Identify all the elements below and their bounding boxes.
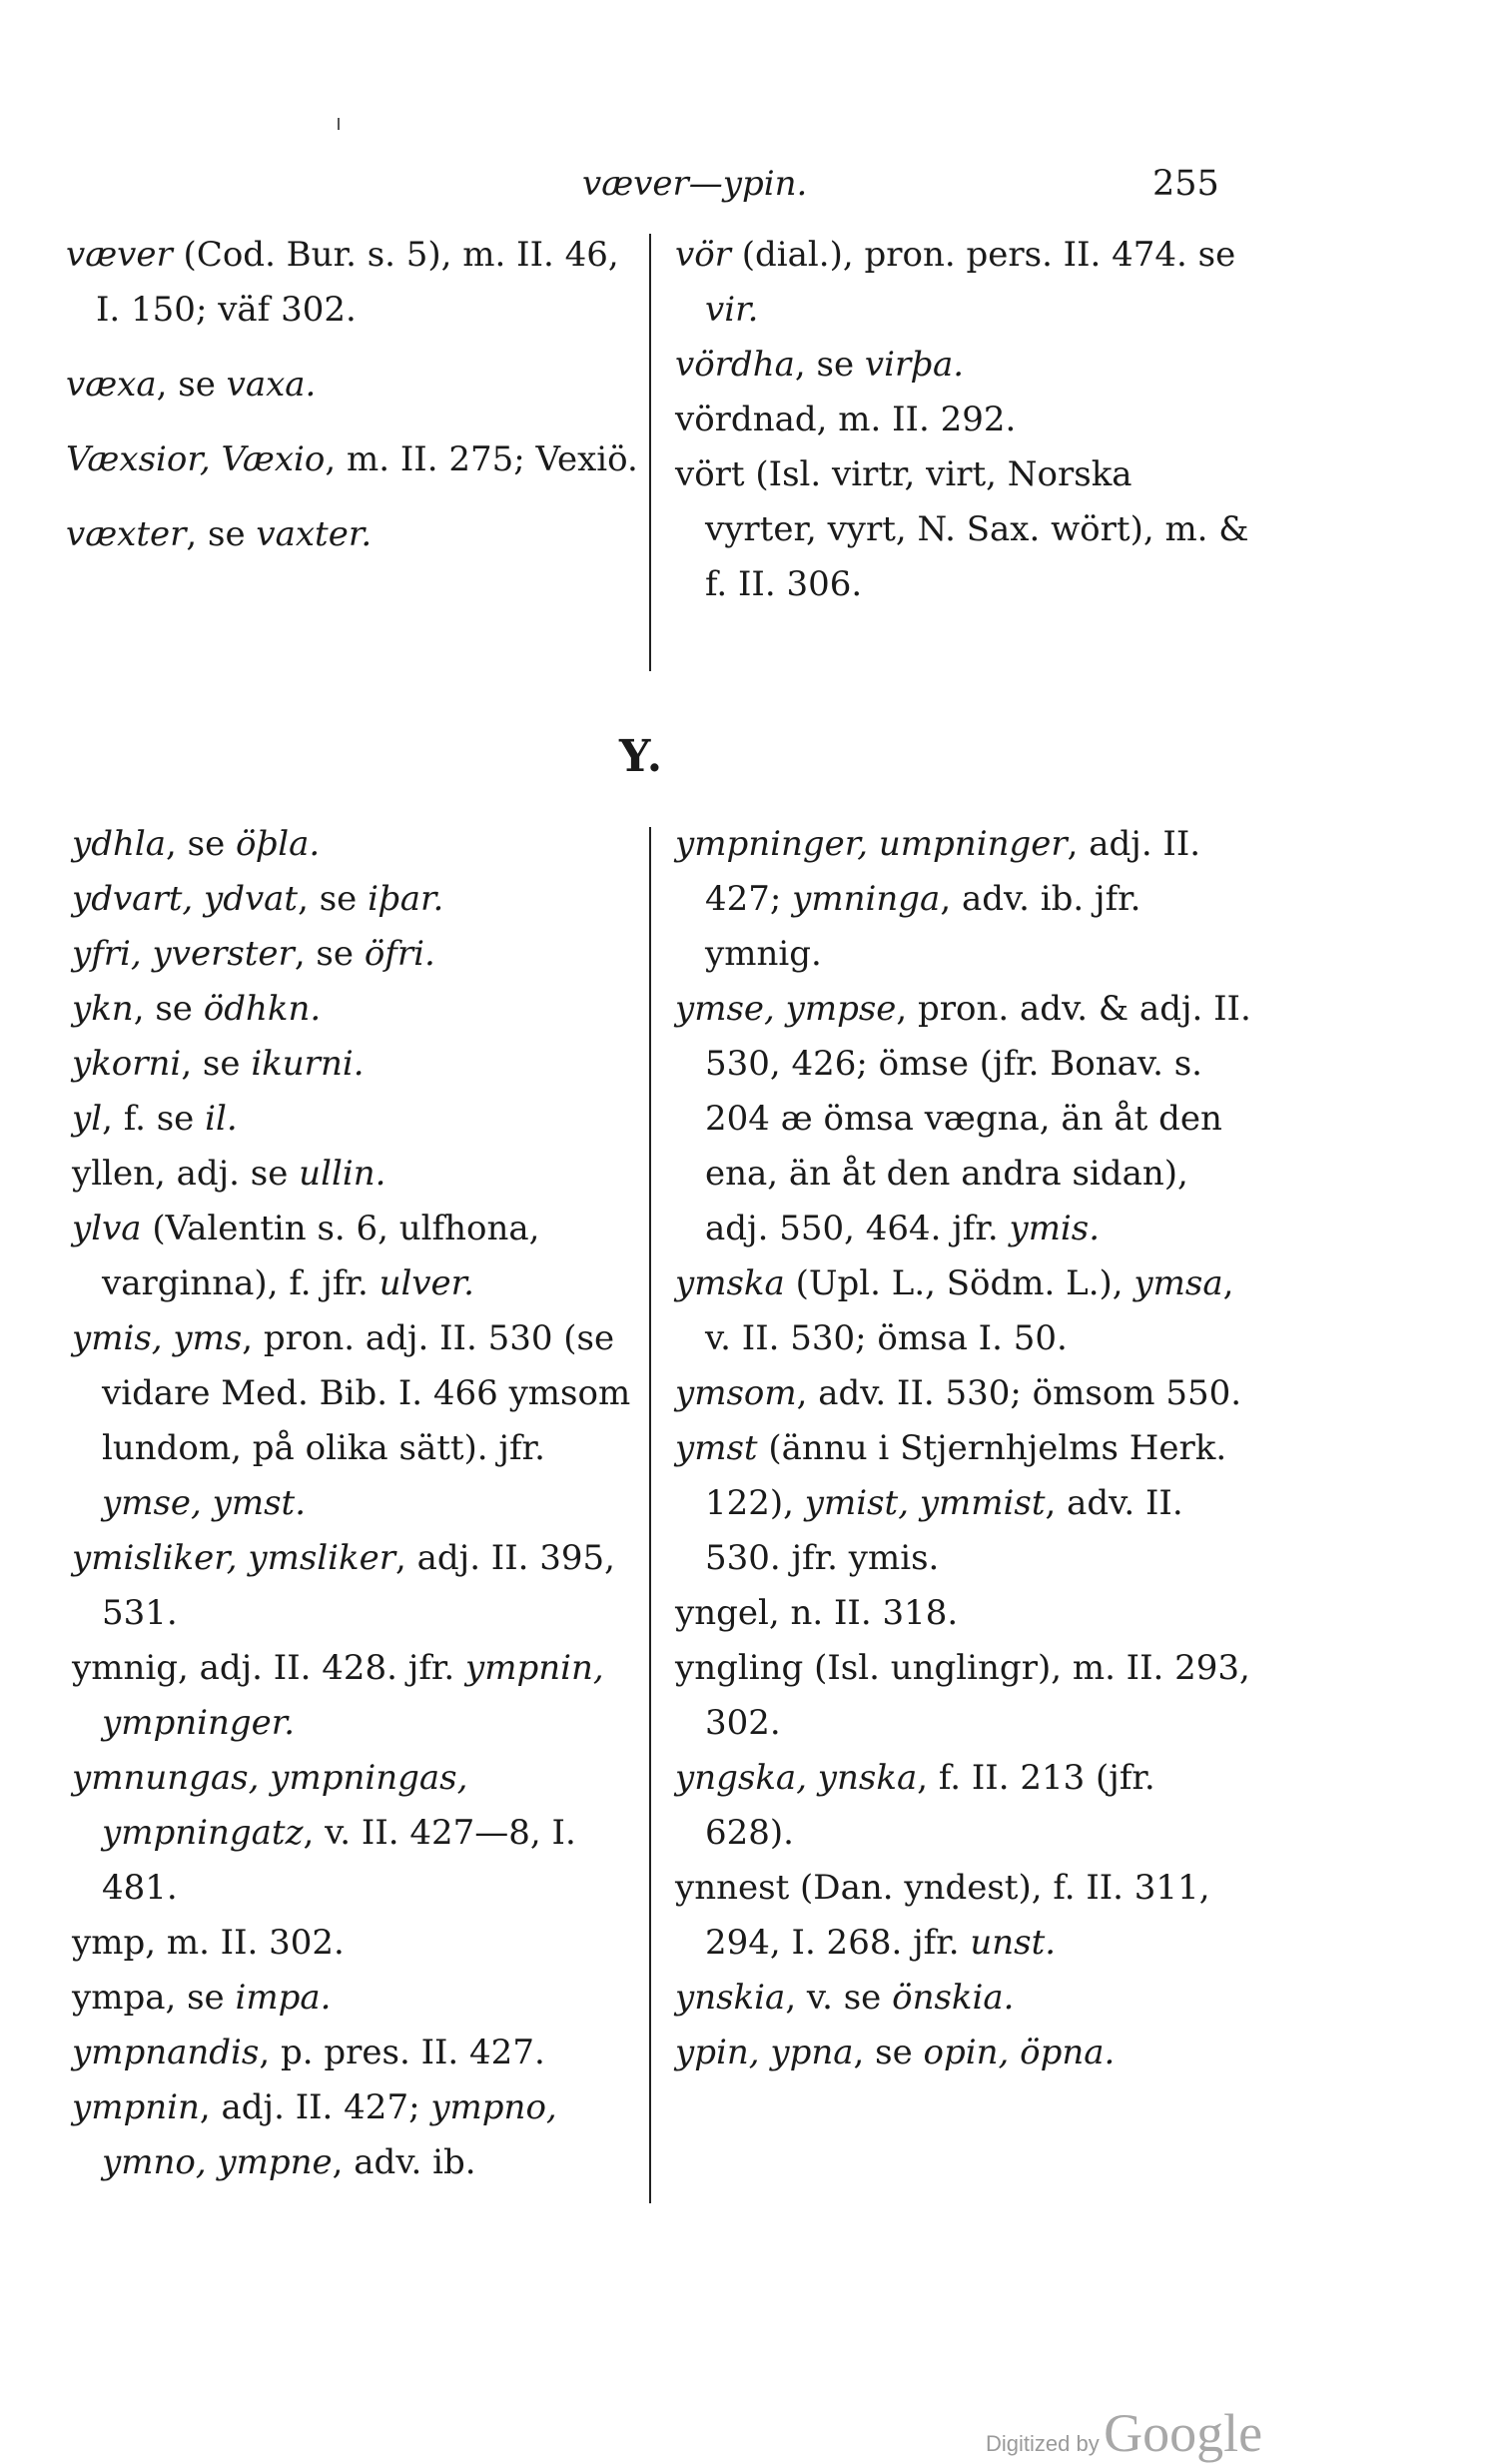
dictionary-entry [72,1311,637,1531]
entry-crossref: impa. [235,1978,332,2018]
dictionary-entry [72,982,637,1037]
page-number: 255 [1152,164,1219,204]
entry-text: , adj. II. 427; [705,824,1201,919]
entry-text: , pron. adv. & adj. II. 530, 426; ömse (jfr. Bonav. s. 204 æ ömsa vægna, än åt den ena, än åt den andra sidan), adj. 550, 464. jfr. [705,989,1251,1248]
entry-text: , adj. II. 395, 531. [102,1538,615,1633]
entry-crossref: öfri. [364,934,435,974]
dictionary-entry [675,1971,1254,2026]
entry-crossref: ullin. [299,1154,386,1194]
entry-text: ymp, m. II. 302. [72,1923,345,1963]
entry-headword: vör [675,235,731,275]
entry-text: , se [156,365,227,405]
entry-headword: ynskia [675,1978,786,2018]
entry-text: , p. pres. II. 427. [259,2033,545,2072]
dictionary-entry [72,1092,637,1147]
entry-text: , v. II. 427—8, I. 481. [102,1813,576,1908]
entry-crossref: unst. [970,1923,1057,1963]
entry-crossref: ymse, ymst. [102,1483,306,1523]
entry-headword: ympnandis [72,2033,260,2072]
dictionary-entry [66,507,641,562]
entry-headword: ymsom [675,1373,797,1413]
entry-crossref: ymninga [792,879,941,919]
entry-text: , se [853,2033,924,2072]
entry-text: yngel, n. II. 318. [675,1593,959,1633]
entry-crossref: önskia. [892,1978,1015,2018]
entry-text: ynnest (Dan. yndest), f. II. 311, 294, I. 268. jfr. [675,1868,1210,1963]
entry-crossref: ympno, ymno, ympne [102,2087,557,2182]
entry-headword: yfri, yverster [72,934,295,974]
entry-crossref: vaxter. [256,514,373,554]
page-header [0,164,1506,214]
entry-text-after: , adv. II. 530. jfr. ymis. [705,1483,1183,1578]
entry-text: ymnig, adj. II. 428. jfr. [72,1648,466,1688]
entry-text-after: , adv. ib. [332,2142,476,2182]
top-left-column [66,228,641,582]
dictionary-entry [675,338,1254,393]
entry-headword: ymst [675,1428,758,1468]
column-rule-main [649,827,651,2203]
dictionary-entry [675,1751,1254,1861]
entry-text: yllen, adj. se [72,1154,300,1194]
dictionary-entry [72,872,637,927]
dictionary-entry [675,1421,1254,1586]
entry-text: , se [166,824,237,864]
entry-text: yngling (Isl. unglingr), m. II. 293, 302. [675,1648,1250,1743]
running-title: væver—ypin. [582,164,808,204]
dictionary-entry [72,1202,637,1311]
entry-text: (Cod. Bur. s. 5), m. II. 46, I. 150; väf 302. [96,235,619,330]
entry-text: , v. se [785,1978,893,2018]
entry-headword: ydhla [72,824,167,864]
entry-text: , se [181,1044,252,1084]
entry-text: , adj. II. 427; [199,2087,431,2127]
dictionary-entry [675,1256,1254,1366]
digitized-label: Digitized by [986,2431,1100,2456]
google-logo: Google [1104,2403,1263,2463]
section-letter: Y. [619,731,665,782]
entry-crossref: ulver. [378,1263,474,1303]
entry-headword: ymse, ympse [675,989,897,1029]
dictionary-entry [72,1641,637,1751]
entry-text: , pron. adj. II. 530 (se vidare Med. Bib. I. 466 ymsom lundom, på olika sätt). jfr. [102,1318,631,1468]
top-right-column [675,228,1254,612]
entry-headword: væxter [66,514,187,554]
dictionary-entry [66,358,641,412]
entry-headword: yl [72,1099,103,1139]
entry-headword: ymisliker, ymsliker [72,1538,395,1578]
entry-crossref: ympnin, ympninger. [102,1648,604,1743]
entry-headword: ylva [72,1209,142,1248]
entry-headword: væxa [66,365,157,405]
entry-headword: ymnungas, ympningas, ympningatz [72,1758,468,1853]
dictionary-entry [72,1147,637,1202]
entry-text: (ännu i Stjernhjelms Herk. 122), [705,1428,1227,1523]
entry-text: , se [294,934,365,974]
entry-crossref: il. [205,1099,238,1139]
entry-text: (dial.), pron. pers. II. 474. se [730,235,1236,275]
dictionary-entry [72,1971,637,2026]
entry-headword: ympnin [72,2087,200,2127]
entry-headword: yngska, ynska [675,1758,918,1798]
dictionary-entry [72,1916,637,1971]
entry-text: , f. II. 213 (jfr. 628). [705,1758,1155,1853]
entry-text: vört (Isl. virtr, virt, Norska vyrter, vyrt, N. Sax. wört), m. & f. II. 306. [675,454,1249,604]
entry-text-after: , v. II. 530; ömsa I. 50. [705,1263,1234,1358]
entry-crossref: vaxa. [226,365,317,405]
entry-headword: ymska [675,1263,785,1303]
dictionary-entry [72,2080,637,2190]
entry-text: , se [186,514,257,554]
entry-headword: ykorni [72,1044,182,1084]
stray-mark [338,118,340,130]
entry-crossref: ymis. [1009,1209,1101,1248]
entry-crossref: öþla. [236,824,321,864]
entry-crossref: vir. [705,290,759,330]
right-entries-column [675,817,1254,2080]
entry-text: , se [794,345,865,385]
entry-text: (Upl. L., Södm. L.), [784,1263,1134,1303]
dictionary-entry [675,393,1254,447]
entry-crossref: opin, öpna. [923,2033,1116,2072]
dictionary-entry [675,2026,1254,2080]
entry-crossref: iþar. [368,879,444,919]
entry-headword: ydvart, ydvat [72,879,299,919]
entry-text: ympa, se [72,1978,236,2018]
entry-crossref: ikurni. [251,1044,365,1084]
dictionary-entry [675,1586,1254,1641]
entry-headword: ypin, ypna [675,2033,854,2072]
entry-text: , se [298,879,369,919]
entry-headword: ykn [72,989,134,1029]
dictionary-entry [72,927,637,982]
entry-text: (Valentin s. 6, ulfhona, varginna), f. jfr. [102,1209,540,1303]
dictionary-entry [675,817,1254,982]
left-entries-column [72,817,637,2190]
dictionary-entry [72,817,637,872]
entry-text: vördnad, m. II. 292. [675,400,1017,439]
entry-crossref: virþa. [864,345,965,385]
entry-headword: ymis, yms [72,1318,243,1358]
dictionary-entry [72,2026,637,2080]
dictionary-entry [72,1037,637,1092]
entry-crossref: ymist, ymmist [804,1483,1046,1523]
entry-headword: ympninger, umpninger [675,824,1068,864]
entry-text-after: , adv. ib. jfr. ymnig. [705,879,1141,974]
entry-text: , f. se [102,1099,206,1139]
dictionary-entry [675,1641,1254,1751]
entry-headword: væver [66,235,173,275]
dictionary-entry [72,1751,637,1916]
dictionary-entry [675,982,1254,1256]
entry-crossref: ymsa [1133,1263,1223,1303]
entry-crossref: ödhkn. [203,989,322,1029]
dictionary-entry [66,228,641,338]
entry-text: , se [133,989,204,1029]
dictionary-entry [675,1366,1254,1421]
entry-headword: Væxsior, Væxio [66,439,326,479]
entry-headword: vördha [675,345,795,385]
entry-text: , m. II. 275; Vexiö. [325,439,638,479]
dictionary-entry [66,432,641,487]
dictionary-entry [675,228,1254,338]
dictionary-entry [675,1861,1254,1971]
dictionary-entry [675,447,1254,612]
entry-text: , adv. II. 530; ömsom 550. [796,1373,1242,1413]
column-rule-top [649,234,651,671]
dictionary-entry [72,1531,637,1641]
